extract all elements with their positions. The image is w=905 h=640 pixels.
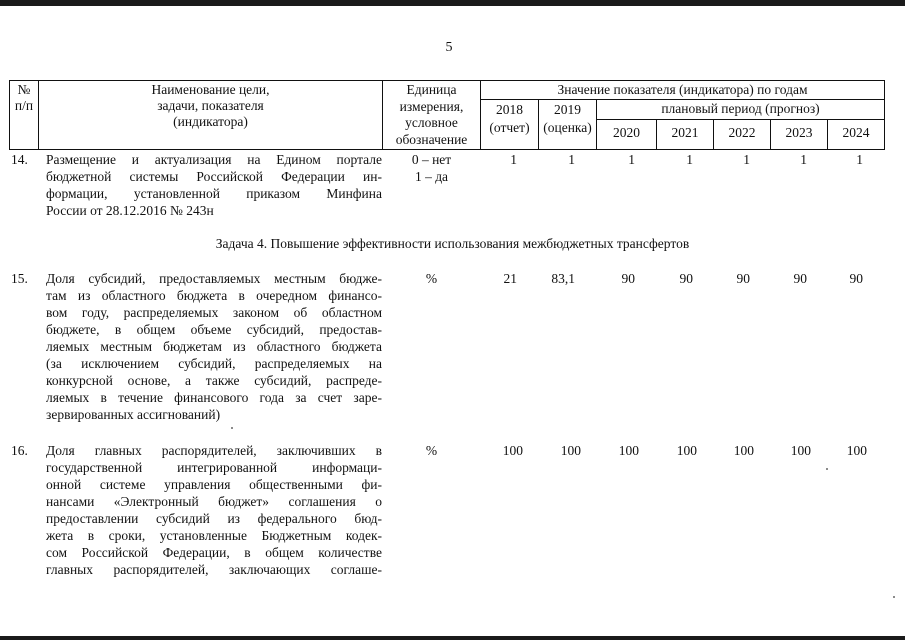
header-year-2018 [481,101,538,137]
scan-speck [893,596,895,598]
value-2020: 100 [618,443,639,458]
scan-edge-bottom [0,636,905,640]
header-num-sub: п/п [14,98,34,113]
header-name-line: задачи, показателя [157,98,264,113]
header-name-line: (индикатора) [173,114,248,129]
header-year-note: (оценка) [543,120,592,135]
header-unit-col [383,82,480,148]
scan-speck [231,427,233,429]
header-num-symbol: № [17,82,31,97]
value-2019: 83,1 [551,271,575,286]
header-plan-year: 2023 [785,125,813,140]
header-year-label: 2018 [496,102,523,117]
value-2018: 1 [510,152,517,167]
value-2021: 90 [679,271,693,286]
row-description [46,151,382,219]
value-2021: 1 [686,152,693,167]
row-desc-line: формации, установленной приказом Минфина [46,186,382,201]
header-plan-year: 2020 [613,125,640,140]
header-num-col [9,82,39,114]
value-2023: 1 [800,152,807,167]
header-name-col [39,82,382,130]
value-2020: 1 [628,152,635,167]
value-2023: 90 [793,271,807,286]
row-number: 14. [11,152,28,167]
row-unit [383,442,480,459]
row-desc-line: главных распорядителей, заключающих соглаше- [46,562,382,577]
row-description [46,442,382,578]
row-desc-line: Доля главных распорядителей, заключивших в [46,443,382,458]
header-plan-year: 2024 [842,125,870,140]
row-description [46,270,382,423]
header-unit-line: Единица [406,82,457,97]
row-desc-line: нансами «Электронный бюджет» соглашения о [46,494,382,509]
row-desc-line: ляемых в течение финансового года за счет заре- [46,390,382,405]
row-unit [383,151,480,185]
row-desc-line: вом году, распределяемых законом об областном [46,305,382,320]
row-desc-line: зервированных ассигнований) [46,407,221,422]
value-2024: 1 [856,152,863,167]
row-desc-line: Размещение и актуализация на Едином портале [46,152,382,167]
row-unit-line: 1 – да [414,169,449,184]
row-desc-line: бюджете, в общем объеме субсидий, предостав- [46,322,382,337]
header-unit-line: условное [405,115,458,130]
row-unit-line: % [425,443,438,458]
value-2022: 100 [733,443,754,458]
value-2022: 90 [736,271,750,286]
scan-edge-top [0,0,905,6]
row-unit-line: % [425,271,438,286]
row-desc-line: России от 28.12.2016 № 243н [46,203,214,218]
page-number: 5 [445,40,453,55]
row-desc-line: жета в сроки, установленные Бюджетным кодек- [46,528,382,543]
header-unit-line: обозначение [395,131,468,147]
header-year-label: 2019 [554,102,581,117]
value-2021: 100 [676,443,697,458]
row-desc-line: онной системе управления общественными фи- [46,477,382,492]
row-desc-line: бюджетной системы Российской Федерации ин- [46,169,382,184]
row-desc-line: Доля субсидий, предоставляемых местным бюдже- [46,271,382,286]
header-year-note: (отчет) [489,120,530,135]
value-2019: 100 [560,443,581,458]
header-plan-period: плановый период (прогноз) [661,101,820,116]
value-2022: 1 [743,152,750,167]
value-2024: 100 [846,443,867,458]
value-2018: 100 [502,443,523,458]
row-number: 15. [11,271,28,286]
value-2024: 90 [849,271,863,286]
value-2020: 90 [621,271,635,286]
header-year-2019 [539,101,596,137]
row-desc-line: государственной интегрированной информаци- [46,460,382,475]
value-2023: 100 [790,443,811,458]
task-heading: Задача 4. Повышение эффективности использования межбюджетных трансфертов [215,236,690,251]
row-desc-line: сом Российской Федерации, в общем количестве [46,545,382,560]
scan-speck [826,468,828,470]
row-desc-line: там из областного бюджета в очередном финансо- [46,288,382,303]
value-2019: 1 [568,152,575,167]
row-unit [383,270,480,287]
header-unit-line: измерения, [399,98,464,114]
row-unit-line: 0 – нет [411,152,452,167]
row-desc-line: конкурсной основе, а также субсидий, распреде- [46,373,382,388]
header-plan-year: 2021 [671,125,699,140]
header-plan-year: 2022 [728,125,756,140]
row-number: 16. [11,443,28,458]
header-name-line: Наименование цели, [151,82,270,97]
value-2018: 21 [503,271,517,286]
row-desc-line: ляемых местным бюджетам из областного бюджета [46,339,382,354]
row-desc-line: предоставлении субсидий из федерального бюд- [46,511,382,526]
row-desc-line: (за исключением субсидий, распределяемых на [46,356,382,371]
header-values-title: Значение показателя (индикатора) по годам [557,82,808,97]
